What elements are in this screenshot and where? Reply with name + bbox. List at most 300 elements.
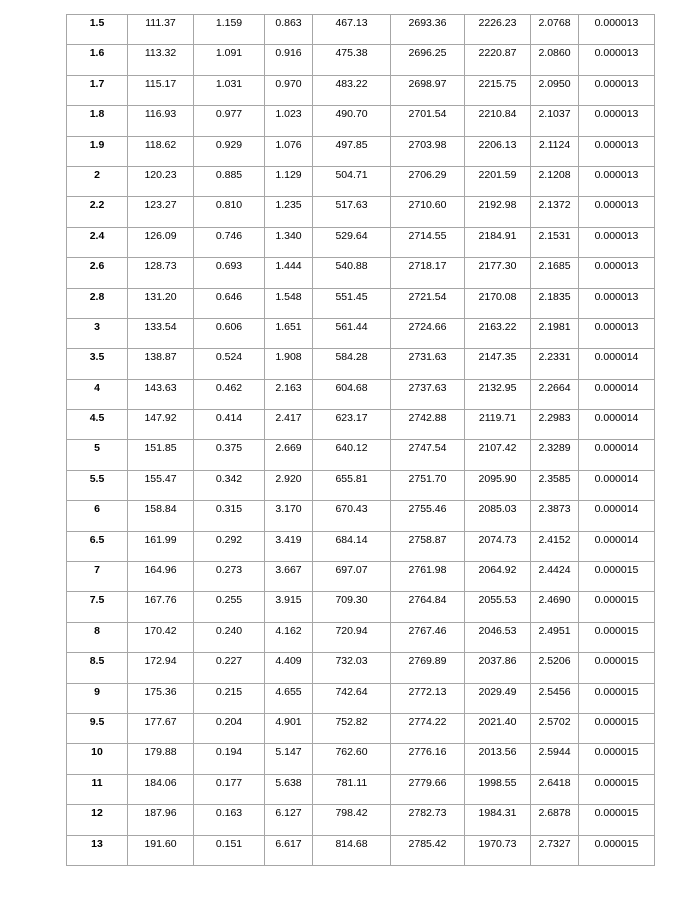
- table-cell: [579, 166, 655, 196]
- table-cell: [313, 106, 391, 136]
- row-key-value: 6: [94, 503, 100, 516]
- table-row: [67, 805, 655, 835]
- table-cell: [531, 379, 579, 409]
- cell-value: 6.617: [275, 837, 302, 850]
- row-key-value: 1.5: [89, 17, 105, 29]
- cell-value: 0.646: [215, 290, 243, 303]
- table-cell: [465, 349, 531, 379]
- table-cell: [67, 653, 128, 683]
- table-cell: [67, 197, 128, 227]
- cell-value: 2.5456: [538, 685, 571, 698]
- cell-value: 2710.60: [408, 199, 447, 212]
- table-cell: [194, 805, 265, 835]
- cell-value: 475.38: [335, 47, 368, 60]
- table-cell: [265, 288, 313, 318]
- cell-value: 184.06: [144, 776, 177, 789]
- cell-value: 2.669: [275, 442, 302, 455]
- table-cell: [531, 440, 579, 470]
- table-cell: [579, 288, 655, 318]
- table-row: [67, 440, 655, 470]
- table-cell: [128, 45, 194, 75]
- cell-value: 158.84: [144, 503, 177, 516]
- table-cell: [128, 349, 194, 379]
- table-cell: [128, 318, 194, 348]
- cell-value: 4.901: [275, 715, 302, 728]
- table-cell: [194, 75, 265, 105]
- cell-value: 0.810: [215, 199, 243, 212]
- row-key-value: 4: [94, 381, 100, 394]
- cell-value: 0.414: [215, 412, 243, 425]
- table-cell: [531, 653, 579, 683]
- cell-value: 529.64: [335, 229, 368, 242]
- cell-value: 0.215: [215, 685, 243, 698]
- row-key-value: 5.5: [89, 472, 105, 485]
- table-cell: [391, 318, 465, 348]
- cell-value: 2215.75: [478, 77, 517, 90]
- cell-value: 604.68: [335, 381, 368, 394]
- table-cell: [531, 774, 579, 804]
- table-cell: [313, 258, 391, 288]
- cell-value: 2.6878: [538, 807, 571, 820]
- row-key-value: 6.5: [89, 533, 105, 546]
- table-cell: [194, 349, 265, 379]
- table-cell: [265, 197, 313, 227]
- table-cell: [313, 713, 391, 743]
- table-row: [67, 410, 655, 440]
- table-cell: [313, 288, 391, 318]
- cell-value: 2.4951: [538, 624, 571, 637]
- table-cell: [313, 683, 391, 713]
- table-cell: [194, 197, 265, 227]
- cell-value: 0.194: [215, 746, 243, 759]
- table-cell: [579, 470, 655, 500]
- cell-value: 175.36: [144, 685, 177, 698]
- cell-value: 2.417: [275, 412, 302, 425]
- cell-value: 1.076: [275, 138, 302, 151]
- table-cell: [579, 75, 655, 105]
- cell-value: 2.3873: [538, 503, 571, 516]
- cell-value: 126.09: [144, 229, 177, 242]
- cell-value: 742.64: [335, 685, 368, 698]
- table-cell: [313, 622, 391, 652]
- table-cell: [128, 683, 194, 713]
- table-cell: [465, 318, 531, 348]
- cell-value: 798.42: [335, 807, 368, 820]
- table-cell: [313, 531, 391, 561]
- cell-value: 2706.29: [408, 168, 447, 181]
- table-cell: [531, 288, 579, 318]
- table-cell: [265, 501, 313, 531]
- table-cell: [579, 106, 655, 136]
- cell-value: 0.000013: [594, 108, 639, 121]
- cell-value: 551.45: [335, 290, 368, 303]
- cell-value: 0.916: [275, 47, 302, 60]
- cell-value: 2.1372: [538, 199, 571, 212]
- cell-value: 1.159: [215, 17, 243, 29]
- cell-value: 2.4424: [538, 564, 571, 577]
- table-cell: [313, 501, 391, 531]
- table-cell: [67, 501, 128, 531]
- cell-value: 2163.22: [478, 320, 517, 333]
- cell-value: 138.87: [144, 351, 177, 364]
- table-cell: [313, 774, 391, 804]
- row-key-value: 1.6: [89, 47, 105, 60]
- table-row: [67, 531, 655, 561]
- table-cell: [313, 470, 391, 500]
- cell-value: 2.2664: [538, 381, 571, 394]
- table-row: [67, 227, 655, 257]
- table-cell: [465, 713, 531, 743]
- cell-value: 2.1531: [538, 229, 571, 242]
- cell-value: 1.023: [275, 108, 302, 121]
- table-cell: [67, 379, 128, 409]
- table-cell: [465, 683, 531, 713]
- table-cell: [465, 440, 531, 470]
- cell-value: 2737.63: [408, 381, 447, 394]
- cell-value: 1.444: [275, 260, 302, 273]
- cell-value: 2.7327: [538, 837, 571, 850]
- table-row: [67, 45, 655, 75]
- table-row: [67, 562, 655, 592]
- cell-value: 2769.89: [408, 655, 447, 668]
- table-cell: [265, 805, 313, 835]
- table-row: [67, 622, 655, 652]
- cell-value: 752.82: [335, 715, 368, 728]
- table-cell: [579, 227, 655, 257]
- cell-value: 155.47: [144, 472, 177, 485]
- table-cell: [531, 805, 579, 835]
- table-cell: [465, 197, 531, 227]
- row-key-value: 1.9: [89, 138, 105, 151]
- cell-value: 177.67: [144, 715, 177, 728]
- cell-value: 732.03: [335, 655, 368, 668]
- cell-value: 2.1685: [538, 260, 571, 273]
- cell-value: 1.091: [215, 47, 243, 60]
- cell-value: 4.162: [275, 624, 302, 637]
- cell-value: 172.94: [144, 655, 177, 668]
- steam-table: [66, 14, 654, 866]
- cell-value: 116.93: [144, 108, 177, 121]
- cell-value: 4.409: [275, 655, 302, 668]
- table-cell: [265, 653, 313, 683]
- cell-value: 111.37: [145, 17, 176, 29]
- cell-value: 0.929: [215, 138, 243, 151]
- table-cell: [391, 805, 465, 835]
- table-row: [67, 106, 655, 136]
- table-cell: [194, 379, 265, 409]
- cell-value: 2085.03: [478, 503, 517, 516]
- table-cell: [391, 713, 465, 743]
- cell-value: 2782.73: [408, 807, 447, 820]
- table-row: [67, 379, 655, 409]
- cell-value: 3.915: [275, 594, 302, 607]
- cell-value: 0.000013: [594, 229, 639, 242]
- table-row: [67, 75, 655, 105]
- table-cell: [531, 15, 579, 45]
- table-cell: [391, 349, 465, 379]
- cell-value: 0.000015: [594, 564, 639, 577]
- table-row: [67, 349, 655, 379]
- cell-value: 2095.90: [478, 472, 517, 485]
- table-cell: [531, 835, 579, 865]
- cell-value: 151.85: [144, 442, 177, 455]
- cell-value: 517.63: [335, 199, 368, 212]
- table-cell: [128, 774, 194, 804]
- table-cell: [465, 379, 531, 409]
- table-cell: [67, 713, 128, 743]
- table-cell: [465, 835, 531, 865]
- cell-value: 2201.59: [478, 168, 517, 181]
- row-key-value: 2.8: [89, 290, 105, 303]
- row-key-value: 9.5: [89, 715, 105, 728]
- cell-value: 2703.98: [408, 138, 447, 151]
- table-cell: [128, 744, 194, 774]
- cell-value: 2184.91: [478, 229, 517, 242]
- cell-value: 2721.54: [408, 290, 447, 303]
- table-cell: [313, 197, 391, 227]
- cell-value: 2758.87: [408, 533, 447, 546]
- table-cell: [313, 45, 391, 75]
- cell-value: 0.000015: [594, 685, 639, 698]
- cell-value: 2107.42: [478, 442, 517, 455]
- table-cell: [67, 45, 128, 75]
- table-cell: [194, 653, 265, 683]
- cell-value: 120.23: [144, 168, 177, 181]
- table-cell: [265, 744, 313, 774]
- table-cell: [128, 410, 194, 440]
- cell-value: 0.863: [275, 17, 302, 29]
- table-cell: [67, 318, 128, 348]
- table-cell: [67, 106, 128, 136]
- table-cell: [465, 592, 531, 622]
- table-cell: [465, 288, 531, 318]
- table-cell: [579, 197, 655, 227]
- table-cell: [579, 349, 655, 379]
- table-cell: [265, 45, 313, 75]
- table-cell: [128, 106, 194, 136]
- cell-value: 2220.87: [478, 47, 517, 60]
- table-cell: [67, 744, 128, 774]
- table-cell: [391, 166, 465, 196]
- row-key-value: 3: [94, 320, 100, 333]
- row-key-value: 10: [91, 746, 103, 759]
- row-key-value: 5: [94, 442, 100, 455]
- cell-value: 2192.98: [478, 199, 517, 212]
- table-cell: [194, 258, 265, 288]
- cell-value: 0.000013: [594, 17, 639, 29]
- table-cell: [67, 592, 128, 622]
- table-cell: [265, 318, 313, 348]
- cell-value: 2177.30: [478, 260, 517, 273]
- table-cell: [579, 805, 655, 835]
- table-cell: [531, 258, 579, 288]
- table-cell: [579, 440, 655, 470]
- table-cell: [67, 166, 128, 196]
- cell-value: 0.000013: [594, 290, 639, 303]
- table-cell: [391, 227, 465, 257]
- cell-value: 1998.55: [478, 776, 517, 789]
- row-key-value: 2: [94, 168, 100, 181]
- table-cell: [128, 440, 194, 470]
- table-cell: [313, 379, 391, 409]
- cell-value: 0.693: [215, 260, 243, 273]
- cell-value: 2055.53: [478, 594, 517, 607]
- cell-value: 170.42: [144, 624, 177, 637]
- cell-value: 118.62: [144, 138, 177, 151]
- table-cell: [67, 774, 128, 804]
- cell-value: 0.462: [215, 381, 243, 394]
- cell-value: 2751.70: [408, 472, 447, 485]
- table-cell: [313, 805, 391, 835]
- cell-value: 2.3585: [538, 472, 571, 485]
- row-key-value: 9: [94, 685, 100, 698]
- table-cell: [194, 318, 265, 348]
- cell-value: 2776.16: [408, 746, 447, 759]
- table-cell: [579, 410, 655, 440]
- table-cell: [265, 622, 313, 652]
- table-cell: [391, 622, 465, 652]
- table-cell: [67, 410, 128, 440]
- table-cell: [265, 835, 313, 865]
- cell-value: 504.71: [335, 168, 368, 181]
- cell-value: 2.5944: [538, 746, 571, 759]
- table-cell: [391, 683, 465, 713]
- row-key-value: 2.6: [89, 260, 105, 273]
- cell-value: 709.30: [335, 594, 368, 607]
- cell-value: 2074.73: [478, 533, 517, 546]
- cell-value: 561.44: [335, 320, 368, 333]
- table-cell: [391, 15, 465, 45]
- cell-value: 0.000013: [594, 138, 639, 151]
- cell-value: 0.000013: [594, 47, 639, 60]
- cell-value: 3.170: [275, 503, 302, 516]
- table-cell: [313, 349, 391, 379]
- cell-value: 2.3289: [538, 442, 571, 455]
- row-key-value: 12: [91, 807, 103, 820]
- table-cell: [313, 562, 391, 592]
- cell-value: 0.177: [215, 776, 243, 789]
- table-cell: [465, 15, 531, 45]
- table-cell: [579, 622, 655, 652]
- cell-value: 0.000014: [594, 351, 639, 364]
- table-cell: [391, 197, 465, 227]
- cell-value: 2767.46: [408, 624, 447, 637]
- table-cell: [465, 622, 531, 652]
- table-cell: [531, 470, 579, 500]
- row-key-value: 7: [94, 564, 100, 577]
- table-cell: [465, 166, 531, 196]
- cell-value: 161.99: [144, 533, 177, 546]
- table-cell: [391, 258, 465, 288]
- cell-value: 0.970: [275, 77, 302, 90]
- cell-value: 2226.23: [478, 17, 517, 29]
- cell-value: 2.4690: [538, 594, 571, 607]
- table-cell: [391, 835, 465, 865]
- row-key-value: 2.4: [89, 229, 105, 242]
- cell-value: 1.129: [275, 168, 302, 181]
- table-cell: [391, 288, 465, 318]
- row-key-value: 2.2: [89, 199, 105, 212]
- row-key-value: 11: [91, 776, 103, 789]
- table-cell: [531, 75, 579, 105]
- table-cell: [465, 774, 531, 804]
- cell-value: 2779.66: [408, 776, 447, 789]
- table-cell: [313, 15, 391, 45]
- table-cell: [531, 166, 579, 196]
- table-cell: [265, 531, 313, 561]
- cell-value: 0.227: [215, 655, 243, 668]
- cell-value: 2742.88: [408, 412, 447, 425]
- table-cell: [128, 592, 194, 622]
- table-row: [67, 713, 655, 743]
- cell-value: 720.94: [335, 624, 368, 637]
- cell-value: 2.163: [275, 381, 302, 394]
- table-cell: [67, 835, 128, 865]
- row-key-value: 13: [91, 837, 103, 850]
- table-cell: [128, 562, 194, 592]
- table-cell: [128, 288, 194, 318]
- cell-value: 6.127: [275, 807, 302, 820]
- table-cell: [265, 136, 313, 166]
- table-cell: [313, 592, 391, 622]
- table-cell: [313, 440, 391, 470]
- table-cell: [194, 592, 265, 622]
- table-cell: [128, 197, 194, 227]
- cell-value: 2785.42: [408, 837, 447, 850]
- table-cell: [194, 166, 265, 196]
- cell-value: 697.07: [335, 564, 368, 577]
- cell-value: 133.54: [144, 320, 177, 333]
- table-cell: [265, 227, 313, 257]
- cell-value: 1.651: [275, 320, 302, 333]
- table-cell: [391, 562, 465, 592]
- table-cell: [579, 318, 655, 348]
- table-cell: [194, 562, 265, 592]
- table-cell: [531, 562, 579, 592]
- table-cell: [531, 713, 579, 743]
- cell-value: 0.000015: [594, 807, 639, 820]
- table-cell: [579, 592, 655, 622]
- cell-value: 2.5206: [538, 655, 571, 668]
- cell-value: 128.73: [144, 260, 177, 273]
- table-cell: [128, 227, 194, 257]
- cell-value: 0.255: [215, 594, 243, 607]
- table-cell: [128, 835, 194, 865]
- cell-value: 2206.13: [478, 138, 517, 151]
- cell-value: 0.342: [215, 472, 243, 485]
- table-cell: [465, 410, 531, 440]
- row-key-value: 8.5: [89, 655, 105, 668]
- table-cell: [265, 562, 313, 592]
- table-cell: [128, 805, 194, 835]
- table-cell: [128, 15, 194, 45]
- table-cell: [67, 288, 128, 318]
- cell-value: 0.000014: [594, 442, 639, 455]
- cell-value: 0.000015: [594, 655, 639, 668]
- cell-value: 762.60: [335, 746, 368, 759]
- table-cell: [579, 562, 655, 592]
- cell-value: 2.4152: [538, 533, 571, 546]
- cell-value: 1.908: [275, 351, 302, 364]
- table-cell: [391, 744, 465, 774]
- table-cell: [67, 75, 128, 105]
- table-cell: [128, 622, 194, 652]
- table-cell: [313, 318, 391, 348]
- cell-value: 0.000015: [594, 776, 639, 789]
- table-cell: [194, 45, 265, 75]
- table-row: [67, 197, 655, 227]
- table-cell: [194, 136, 265, 166]
